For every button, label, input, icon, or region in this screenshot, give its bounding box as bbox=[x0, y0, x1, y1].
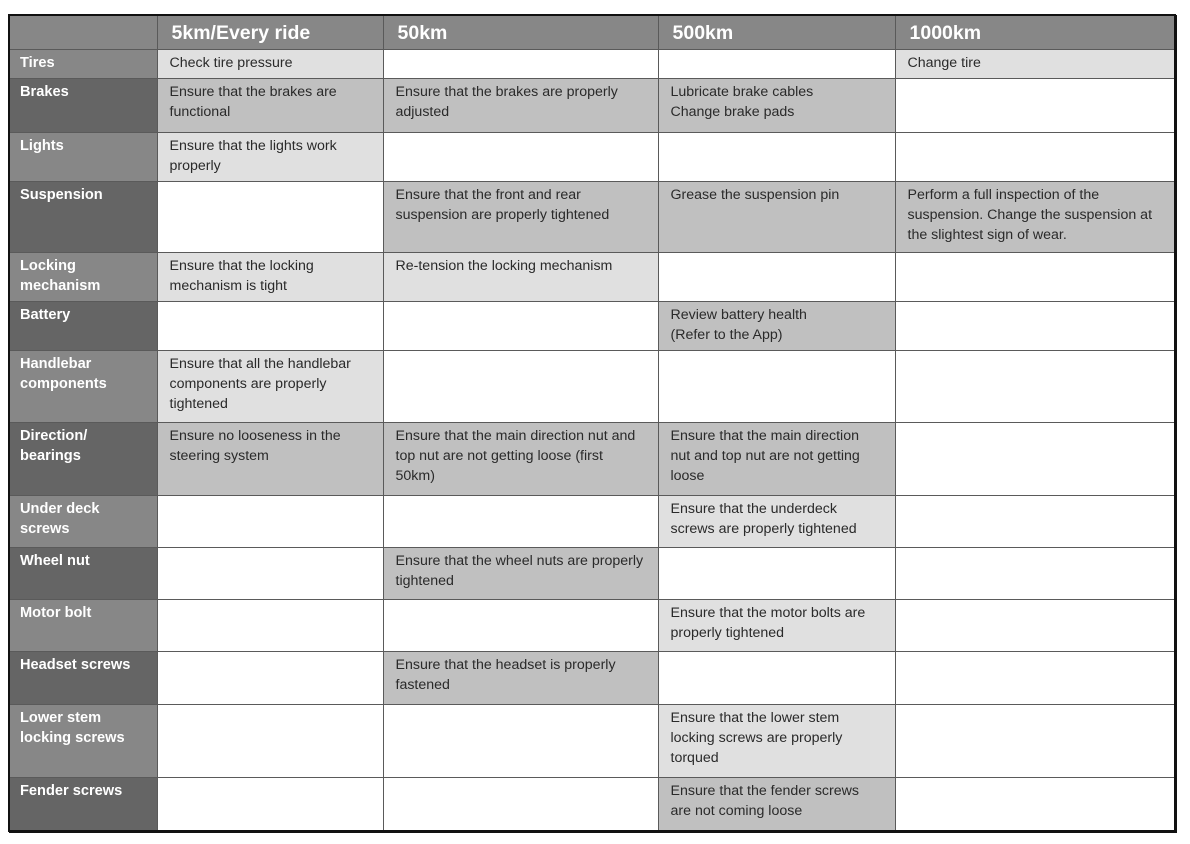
table-row bbox=[9, 547, 1175, 599]
task-text: Ensure that the headset is properly fastened bbox=[395, 656, 616, 693]
task-cell-500km bbox=[658, 651, 895, 704]
row-label: Wheel nut bbox=[9, 547, 157, 599]
task-cell-1000km bbox=[895, 495, 1175, 547]
task-text: Ensure that the lower stem locking screws are properly torqued bbox=[670, 709, 843, 766]
task-cell-5km bbox=[157, 651, 383, 704]
maintenance-schedule-table bbox=[8, 14, 1176, 832]
task-text: Ensure that the brakes are functional bbox=[169, 83, 337, 120]
task-cell-1000km bbox=[895, 350, 1175, 422]
table-row bbox=[9, 651, 1175, 704]
task-text: (Refer to the App) bbox=[670, 326, 783, 343]
task-cell-1000km bbox=[895, 78, 1175, 132]
task-cell-1000km bbox=[895, 49, 1175, 78]
column-header-50km: 50km bbox=[383, 15, 658, 49]
task-cell-5km bbox=[157, 422, 383, 495]
task-cell-500km bbox=[658, 181, 895, 252]
task-cell-500km bbox=[658, 252, 895, 301]
task-text: Perform a full inspection of the suspension. Change the suspension at the slightest sign of wear. bbox=[907, 186, 1153, 243]
task-text: Ensure that the underdeck screws are properly tightened bbox=[670, 500, 857, 537]
task-cell-1000km bbox=[895, 132, 1175, 181]
task-cell-500km bbox=[658, 49, 895, 78]
corner-header-cell bbox=[9, 15, 157, 49]
row-label: Brakes bbox=[9, 78, 157, 132]
task-text: Ensure that the main direction nut and top nut are not getting loose bbox=[670, 427, 860, 484]
table-row bbox=[9, 301, 1175, 350]
task-text: Ensure that the wheel nuts are properly tightened bbox=[395, 552, 644, 589]
task-cell-50km bbox=[383, 704, 658, 777]
row-label: Suspension bbox=[9, 181, 157, 252]
table-row bbox=[9, 495, 1175, 547]
task-cell-50km bbox=[383, 422, 658, 495]
row-label: Lights bbox=[9, 132, 157, 181]
task-text: Ensure that the motor bolts are properly tightened bbox=[670, 604, 866, 641]
task-cell-5km bbox=[157, 132, 383, 181]
task-cell-1000km bbox=[895, 181, 1175, 252]
task-text: Check tire pressure bbox=[169, 54, 293, 71]
task-cell-50km bbox=[383, 132, 658, 181]
task-text: Change brake pads bbox=[670, 103, 795, 120]
row-label: Fender screws bbox=[9, 777, 157, 831]
column-header-500km: 500km bbox=[658, 15, 895, 49]
task-cell-500km bbox=[658, 350, 895, 422]
task-cell-50km bbox=[383, 777, 658, 831]
task-cell-50km bbox=[383, 350, 658, 422]
task-text: Ensure that the fender screws are not coming loose bbox=[670, 782, 859, 819]
task-cell-50km bbox=[383, 78, 658, 132]
table-row bbox=[9, 599, 1175, 651]
task-cell-5km bbox=[157, 252, 383, 301]
row-label: Motor bolt bbox=[9, 599, 157, 651]
row-label: Direction/ bearings bbox=[9, 422, 157, 495]
task-cell-5km bbox=[157, 547, 383, 599]
task-cell-1000km bbox=[895, 301, 1175, 350]
task-cell-5km bbox=[157, 49, 383, 78]
task-cell-500km bbox=[658, 777, 895, 831]
task-cell-5km bbox=[157, 777, 383, 831]
row-label: Headset screws bbox=[9, 651, 157, 704]
task-cell-5km bbox=[157, 301, 383, 350]
task-text: Lubricate brake cables bbox=[670, 83, 814, 100]
task-cell-500km bbox=[658, 599, 895, 651]
table-row bbox=[9, 704, 1175, 777]
task-cell-50km bbox=[383, 651, 658, 704]
task-text: Grease the suspension pin bbox=[670, 186, 840, 203]
task-cell-50km bbox=[383, 599, 658, 651]
table-row bbox=[9, 777, 1175, 831]
table-row bbox=[9, 132, 1175, 181]
task-cell-5km bbox=[157, 78, 383, 132]
task-cell-500km bbox=[658, 132, 895, 181]
row-label: Battery bbox=[9, 301, 157, 350]
task-text: Ensure that the brakes are properly adjusted bbox=[395, 83, 618, 120]
task-cell-5km bbox=[157, 495, 383, 547]
task-cell-1000km bbox=[895, 777, 1175, 831]
task-cell-1000km bbox=[895, 651, 1175, 704]
row-label: Tires bbox=[9, 49, 157, 78]
task-cell-50km bbox=[383, 301, 658, 350]
task-text: Ensure that the locking mechanism is tight bbox=[169, 257, 314, 294]
table-body bbox=[9, 49, 1175, 831]
table-row bbox=[9, 49, 1175, 78]
column-header-5km: 5km/Every ride bbox=[157, 15, 383, 49]
task-text: Review battery health bbox=[670, 306, 807, 323]
table-row bbox=[9, 422, 1175, 495]
task-cell-500km bbox=[658, 547, 895, 599]
column-header-1000km: 1000km bbox=[895, 15, 1175, 49]
task-cell-50km bbox=[383, 49, 658, 78]
task-text: Ensure that all the handlebar components are properly tightened bbox=[169, 355, 351, 412]
task-cell-5km bbox=[157, 704, 383, 777]
row-label: Under deck screws bbox=[9, 495, 157, 547]
row-label: Handlebar components bbox=[9, 350, 157, 422]
task-cell-5km bbox=[157, 350, 383, 422]
task-cell-1000km bbox=[895, 704, 1175, 777]
task-cell-1000km bbox=[895, 547, 1175, 599]
table-row bbox=[9, 181, 1175, 252]
table-row bbox=[9, 350, 1175, 422]
task-text: Ensure that the front and rear suspension are properly tightened bbox=[395, 186, 610, 223]
header-row bbox=[9, 15, 1175, 49]
task-cell-5km bbox=[157, 599, 383, 651]
task-text: Ensure that the main direction nut and top nut are not getting loose (first 50km) bbox=[395, 427, 636, 484]
task-cell-1000km bbox=[895, 599, 1175, 651]
task-cell-500km bbox=[658, 78, 895, 132]
task-text: Ensure no looseness in the steering system bbox=[169, 427, 341, 464]
task-text: Re-tension the locking mechanism bbox=[395, 257, 613, 274]
task-text: Ensure that the lights work properly bbox=[169, 137, 337, 174]
task-cell-1000km bbox=[895, 422, 1175, 495]
task-cell-500km bbox=[658, 422, 895, 495]
task-cell-50km bbox=[383, 181, 658, 252]
task-cell-50km bbox=[383, 495, 658, 547]
task-cell-50km bbox=[383, 252, 658, 301]
table-row bbox=[9, 252, 1175, 301]
task-cell-500km bbox=[658, 704, 895, 777]
table-row bbox=[9, 78, 1175, 132]
task-cell-500km bbox=[658, 301, 895, 350]
task-cell-50km bbox=[383, 547, 658, 599]
task-cell-1000km bbox=[895, 252, 1175, 301]
task-text: Change tire bbox=[907, 54, 981, 71]
row-label: Lower stem locking screws bbox=[9, 704, 157, 777]
task-cell-500km bbox=[658, 495, 895, 547]
row-label: Locking mechanism bbox=[9, 252, 157, 301]
task-cell-5km bbox=[157, 181, 383, 252]
